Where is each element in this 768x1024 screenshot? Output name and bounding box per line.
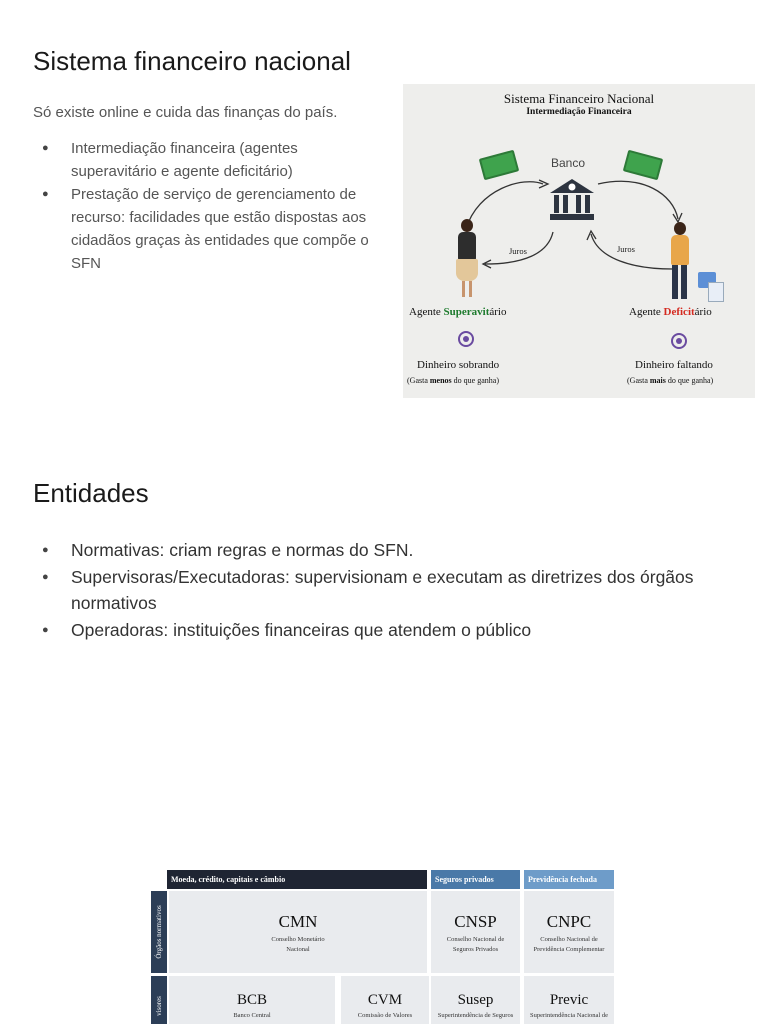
person-surplus-icon — [453, 219, 481, 299]
coin-icon — [671, 333, 687, 349]
table-cell-cvm: CVM Comissão de Valores — [339, 976, 429, 1024]
row-label: visores — [151, 976, 167, 1024]
bank-icon — [547, 176, 597, 226]
list-item: ● Operadoras: instituições financeiras que atendem o público — [33, 617, 733, 644]
table-cell-bcb: BCB Banco Central — [169, 976, 335, 1024]
table-cell-previc: Previc Superintendência Nacional de — [524, 976, 614, 1024]
agent-deficit-label: Agente Deficitário — [629, 306, 712, 318]
intro-text: Só existe online e cuida das finanças do país. — [33, 104, 338, 121]
illustration-subtitle: Intermediação Financeira — [526, 107, 632, 117]
table-cell-susep: Susep Superintendência de Seguros — [431, 976, 520, 1024]
bullet-list — [33, 537, 733, 643]
table-cell-cnsp: CNSP Conselho Nacional de Seguros Privados — [431, 891, 520, 973]
juros-label: Juros — [617, 244, 635, 254]
table-cell-cnpc: CNPC Conselho Nacional de Previdência Complementar — [524, 891, 614, 973]
table-header: Seguros privados — [431, 870, 520, 889]
coin-icon — [458, 331, 474, 347]
bullet-list — [33, 137, 383, 275]
deficit-note: (Gasta mais do que ganha) — [627, 376, 714, 385]
bank-label: Banco — [551, 156, 586, 170]
agent-surplus-label: Agente Superavitário — [409, 306, 507, 318]
surplus-caption: Dinheiro sobrando — [417, 359, 500, 371]
person-deficit-icon — [667, 222, 693, 302]
sfn-illustration — [403, 84, 755, 398]
sfn-structure-table — [151, 870, 614, 1024]
illustration-title: Sistema Financeiro Nacional — [503, 91, 655, 106]
deficit-caption: Dinheiro faltando — [635, 359, 713, 371]
table-header: Previdência fechada — [524, 870, 614, 889]
list-item: ● Normativas: criam regras e normas do SFN. — [33, 537, 733, 564]
list-item: ● Prestação de serviço de gerenciamento de recurso: facilidades que estão dispostas aos cidadãos graças às entidades que compõe o SFN — [33, 183, 383, 275]
bill-icon — [708, 282, 724, 302]
section-title: Sistema financeiro nacional — [33, 46, 351, 76]
row-label: Órgãos normativos — [151, 891, 167, 973]
section-title: Entidades — [33, 478, 149, 508]
surplus-note: (Gasta menos do que ganha) — [407, 376, 499, 385]
juros-label: Juros — [509, 246, 527, 256]
table-header: Moeda, crédito, capitais e câmbio — [167, 870, 427, 889]
table-cell-cmn: CMN Conselho Monetário Nacional — [169, 891, 427, 973]
list-item: ● Intermediação financeira (agentes superavitário e agente deficitário) — [33, 137, 383, 183]
list-item: ● Supervisoras/Executadoras: supervisionam e executam as diretrizes dos órgãos normativos — [33, 564, 733, 617]
